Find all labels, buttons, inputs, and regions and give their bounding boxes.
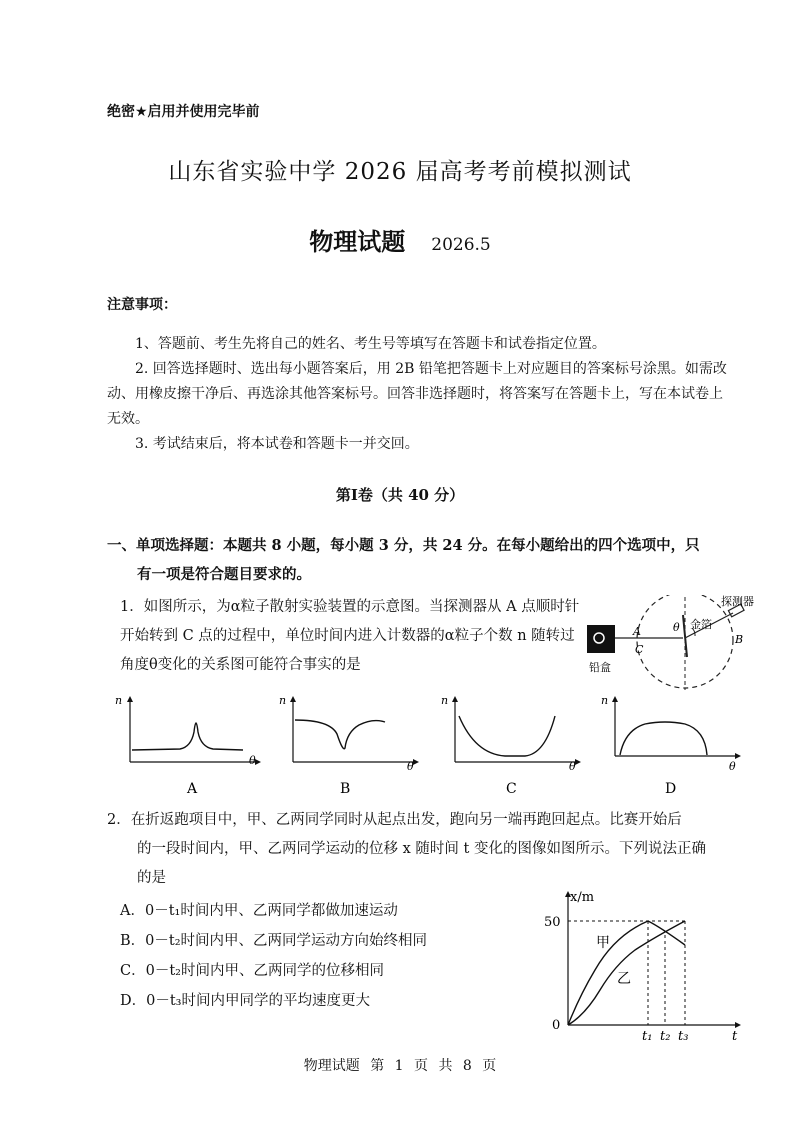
- notice-item-3: 3. 考试结束后，将本试卷和答题卡一并交回。: [135, 436, 419, 452]
- lead-box-label: 铅盒: [589, 661, 611, 674]
- exam-date: 2026.5: [431, 235, 491, 255]
- graph-option-a: [115, 694, 261, 797]
- page-footer: [0, 1055, 800, 1075]
- point-a-label: A: [633, 625, 641, 638]
- graph-c-y-label: n: [441, 694, 449, 707]
- graph-t1-label: t₁: [642, 1029, 653, 1044]
- graph-t2-label: t₂: [660, 1029, 671, 1044]
- graph-origin: 0: [552, 1018, 561, 1033]
- lead-box: [587, 625, 615, 653]
- graph-a-x-label: θ: [249, 754, 256, 767]
- q2-option-c: C．0－t₂时间内甲、乙两同学的位移相同: [120, 963, 384, 979]
- part-title: 第Ⅰ卷（共 40 分）: [335, 486, 465, 504]
- confidential-note: 绝密★启用并使用完毕前: [107, 104, 260, 120]
- q2-option-b: B．0－t₂时间内甲、乙两同学运动方向始终相同: [120, 933, 428, 949]
- graph-c-x-label: θ: [569, 760, 576, 773]
- curve-yi-label: 乙: [617, 971, 631, 987]
- exam-title: 山东省实验中学 2026 届高考考前模拟测试: [168, 159, 632, 185]
- section-heading-line1: 一、单项选择题：本题共 8 小题，每小题 3 分，共 24 分。在每小题给出的四个选项中，只: [107, 537, 700, 554]
- subject-heading: [0, 222, 800, 257]
- detector-label: 探测器: [721, 595, 754, 608]
- section-heading-line2: 有一项是符合题目要求的。: [137, 566, 311, 583]
- subject-name: 物理试题: [309, 227, 406, 256]
- q1-option-graphs: [115, 692, 775, 800]
- question-2-options: [120, 896, 427, 1016]
- curve-jia-label: 甲: [596, 935, 610, 951]
- graph-y-label: x/m: [570, 890, 595, 905]
- point-b-label: B: [735, 633, 744, 646]
- footer-total: 共 8 页: [438, 1058, 497, 1074]
- graph-d-y-label: n: [601, 694, 609, 707]
- graph-y-tick: 50: [544, 915, 561, 930]
- question-2-line2: 的一段时间内，甲、乙两同学运动的位移 x 随时间 t 变化的图像如图所示。下列说法正确: [137, 841, 706, 857]
- angle-label: θ: [673, 621, 680, 634]
- question-2-line3: 的是: [137, 870, 166, 886]
- graph-option-b: [279, 694, 419, 797]
- graph-a-y-label: n: [115, 694, 123, 707]
- question-1-text: 1．如图所示，为α粒子散射实验装置的示意图。当探测器从 A 点顺时针开始转到 C 点的过程中，单位时间内进入计数器的α粒子个数 n 随转过角度θ变化的关系图可能符合事实的是: [120, 599, 580, 673]
- graph-option-c: [441, 694, 581, 797]
- foil-label: 金箔: [690, 618, 712, 631]
- graph-b-y-label: n: [279, 694, 287, 707]
- graph-option-d: [601, 694, 741, 797]
- footer-page: 第 1 页: [370, 1058, 428, 1074]
- section-heading: [107, 531, 747, 589]
- point-c-label: C: [635, 643, 644, 656]
- notice-list: [107, 332, 735, 457]
- notice-item-1: 1、答题前、考生先将自己的姓名、考生号等填写在答题卡和试卷指定位置。: [135, 336, 606, 352]
- graph-b-option-label: B: [340, 781, 351, 797]
- graph-d-x-label: θ: [729, 760, 736, 773]
- graph-c-option-label: C: [506, 781, 517, 797]
- q2-position-time-graph: [540, 885, 750, 1045]
- scattering-apparatus-diagram: [585, 595, 760, 690]
- footer-subject: 物理试题: [303, 1058, 360, 1074]
- graph-t3-label: t₃: [678, 1029, 689, 1044]
- graph-b-x-label: θ: [407, 760, 414, 773]
- graph-a-option-label: A: [187, 781, 198, 797]
- q2-option-d: D．0－t₃时间内甲同学的平均速度更大: [120, 993, 370, 1009]
- notice-item-2: 2. 回答选择题时、选出每小题答案后，用 2B 铅笔把答题卡上对应题目的答案标号涂黑。如需改动、用橡皮擦干净后、再选涂其他答案标号。回答非选择题时，将答案写在答题卡上，写在本试卷上无效。: [107, 361, 727, 427]
- notice-heading: 注意事项：: [107, 297, 177, 313]
- question-2-text: [107, 806, 747, 893]
- graph-x-label: t: [732, 1029, 738, 1044]
- graph-d-option-label: D: [665, 781, 677, 797]
- question-2-line1: 2．在折返跑项目中，甲、乙两同学同时从起点出发，跑向另一端再跑回起点。比赛开始后: [107, 812, 682, 828]
- q2-option-a: A．0－t₁时间内甲、乙两同学都做加速运动: [120, 903, 398, 919]
